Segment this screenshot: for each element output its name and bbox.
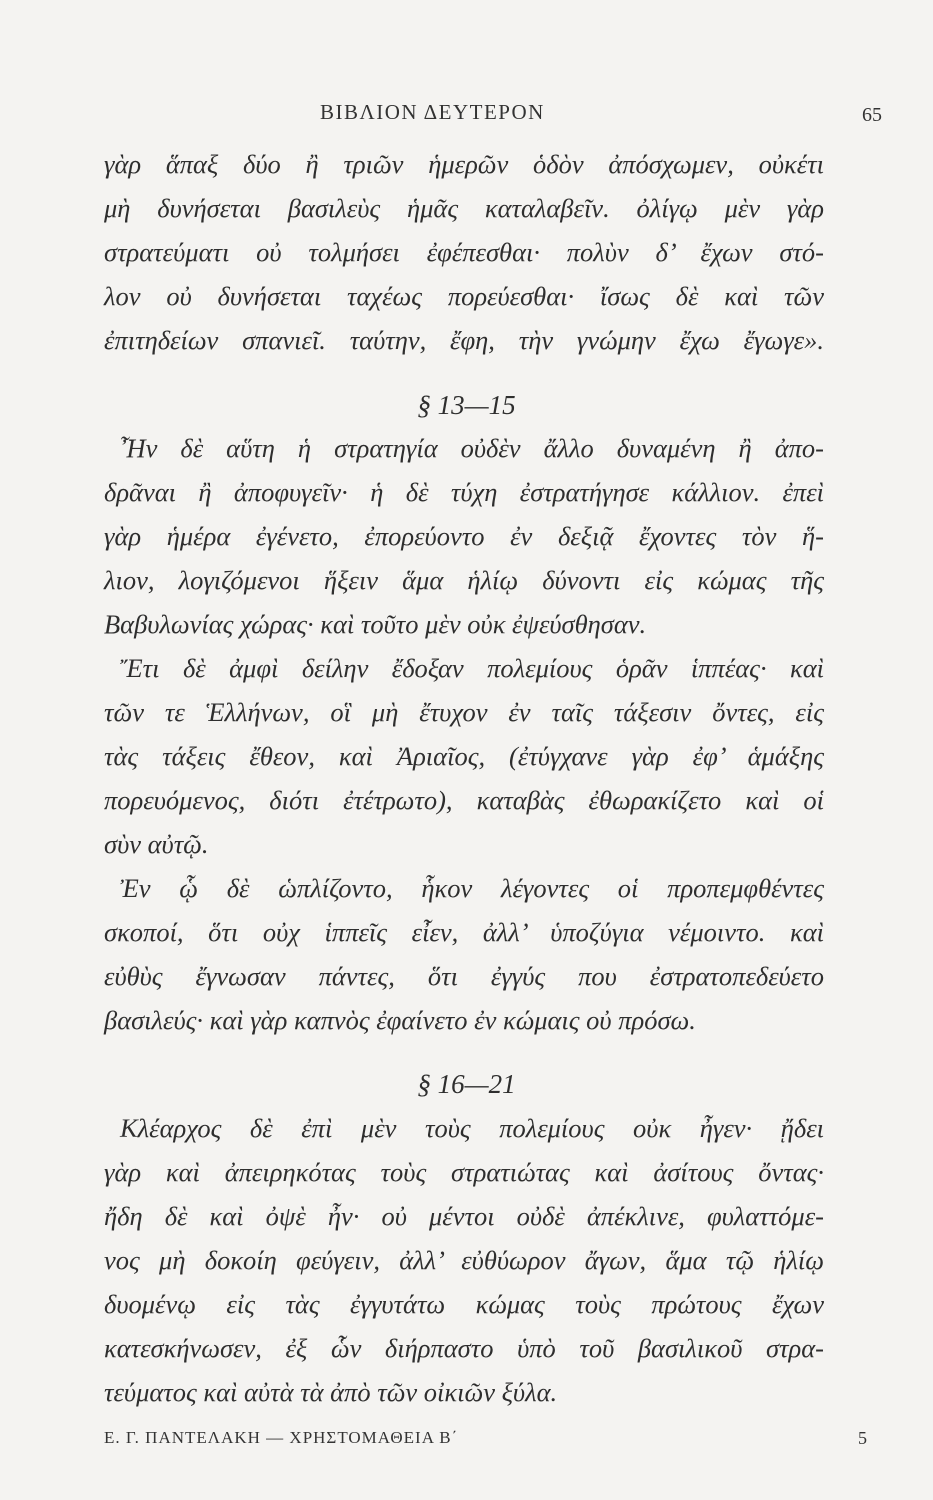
text-line: Ἔτι δὲ ἀμφὶ δείλην ἔδοξαν πολεμίους ὁρᾶν ἱππέας· καὶ bbox=[120, 653, 824, 683]
text-line: γὰρ ἡμέρα ἐγένετο, ἐπορεύοντο ἐν δεξιᾷ ἔχοντες τὸν ἥ- bbox=[104, 521, 824, 551]
text-line: σὺν αὐτῷ. bbox=[104, 829, 209, 859]
sheet-number: 5 bbox=[858, 1428, 867, 1448]
text-line: κατεσκήνωσεν, ἐξ ὧν διήρπαστο ὑπὸ τοῦ βασιλικοῦ στρα- bbox=[104, 1333, 824, 1363]
text-line: τῶν τε Ἑλλήνων, οἳ μὴ ἔτυχον ἐν ταῖς τάξεσιν ὄντες, εἰς bbox=[104, 697, 824, 727]
text-line: Ἐν ᾧ δὲ ὡπλίζοντο, ἧκον λέγοντες οἱ προπεμφθέντες bbox=[120, 873, 824, 903]
text-line: λιον, λογιζόμενοι ἥξειν ἅμα ἡλίῳ δύνοντι εἰς κώμας τῆς bbox=[104, 565, 824, 595]
page-footer bbox=[0, 1428, 933, 1458]
text-line: βασιλεύς· καὶ γὰρ καπνὸς ἐφαίνετο ἐν κώμαις οὐ πρόσω. bbox=[104, 1005, 696, 1035]
page-number: 65 bbox=[862, 104, 882, 126]
text-line: νος μὴ δοκοίη φεύγειν, ἀλλ’ εὐθύωρον ἄγων, ἅμα τῷ ἡλίῳ bbox=[104, 1245, 824, 1275]
text-line: ἐπιτηδείων σπανιεῖ. ταύτην, ἔφη, τὴν γνώμην ἔχω ἔγωγε». bbox=[104, 325, 824, 355]
text-line: δρᾶναι ἢ ἀποφυγεῖν· ἡ δὲ τύχη ἐστρατήγησε κάλλιον. ἐπεὶ bbox=[104, 477, 824, 507]
text-line: γὰρ ἅπαξ δύο ἢ τριῶν ἡμερῶν ὁδὸν ἀπόσχωμεν, οὐκέτι bbox=[104, 149, 824, 179]
text-line: σκοποί, ὅτι οὐχ ἱππεῖς εἶεν, ἀλλ’ ὑποζύγια νέμοιντο. καὶ bbox=[104, 917, 824, 947]
text-line: Κλέαρχος δὲ ἐπὶ μὲν τοὺς πολεμίους οὐκ ἦγεν· ᾔδει bbox=[120, 1113, 824, 1143]
section-heading: § 13—15 bbox=[417, 390, 516, 420]
running-head bbox=[0, 100, 933, 130]
text-line: γὰρ καὶ ἀπειρηκότας τοὺς στρατιώτας καὶ ἀσίτους ὄντας· bbox=[104, 1157, 824, 1187]
text-line: μὴ δυνήσεται βασιλεὺς ἡμᾶς καταλαβεῖν. ὀλίγῳ μὲν γὰρ bbox=[104, 193, 824, 223]
text-line: Βαβυλωνίας χώρας· καὶ τοῦτο μὲν οὐκ ἐψεύσθησαν. bbox=[104, 609, 647, 639]
text-line: τεύματος καὶ αὐτὰ τὰ ἀπὸ τῶν οἰκιῶν ξύλα. bbox=[104, 1377, 558, 1407]
text-line: λον οὐ δυνήσεται ταχέως πορεύεσθαι· ἴσως δὲ καὶ τῶν bbox=[104, 281, 824, 311]
running-title: ΒΙΒΛΙΟΝ ΔΕΥΤΕΡΟΝ bbox=[320, 100, 545, 124]
text-line: Ἦν δὲ αὕτη ἡ στρατηγία οὐδὲν ἄλλο δυναμένη ἢ ἀπο- bbox=[120, 433, 824, 463]
text-line: πορευόμενος, διότι ἐτέτρωτο), καταβὰς ἐθωρακίζετο καὶ οἱ bbox=[104, 785, 824, 815]
text-line: εὐθὺς ἔγνωσαν πάντες, ὅτι ἐγγύς που ἐστρατοπεδεύετο bbox=[104, 961, 824, 991]
footer-signature: Ε. Γ. ΠΑΝΤΕΛΑΚΗ — ΧΡΗΣΤΟΜΑΘΕΙΑ Β΄ bbox=[104, 1428, 459, 1447]
text-line: ἤδη δὲ καὶ ὀψὲ ἦν· οὐ μέντοι οὐδὲ ἀπέκλινε, φυλαττόμε- bbox=[104, 1201, 824, 1231]
text-line: δυομένῳ εἰς τὰς ἐγγυτάτω κώμας τοὺς πρώτους ἔχων bbox=[104, 1289, 824, 1319]
text-line: τὰς τάξεις ἔθεον, καὶ Ἀριαῖος, (ἐτύγχανε γὰρ ἐφ’ ἁμάξης bbox=[104, 741, 824, 771]
section-heading: § 16—21 bbox=[417, 1069, 516, 1099]
text-line: στρατεύματι οὐ τολμήσει ἐφέπεσθαι· πολὺν δ’ ἔχων στό- bbox=[104, 237, 824, 267]
